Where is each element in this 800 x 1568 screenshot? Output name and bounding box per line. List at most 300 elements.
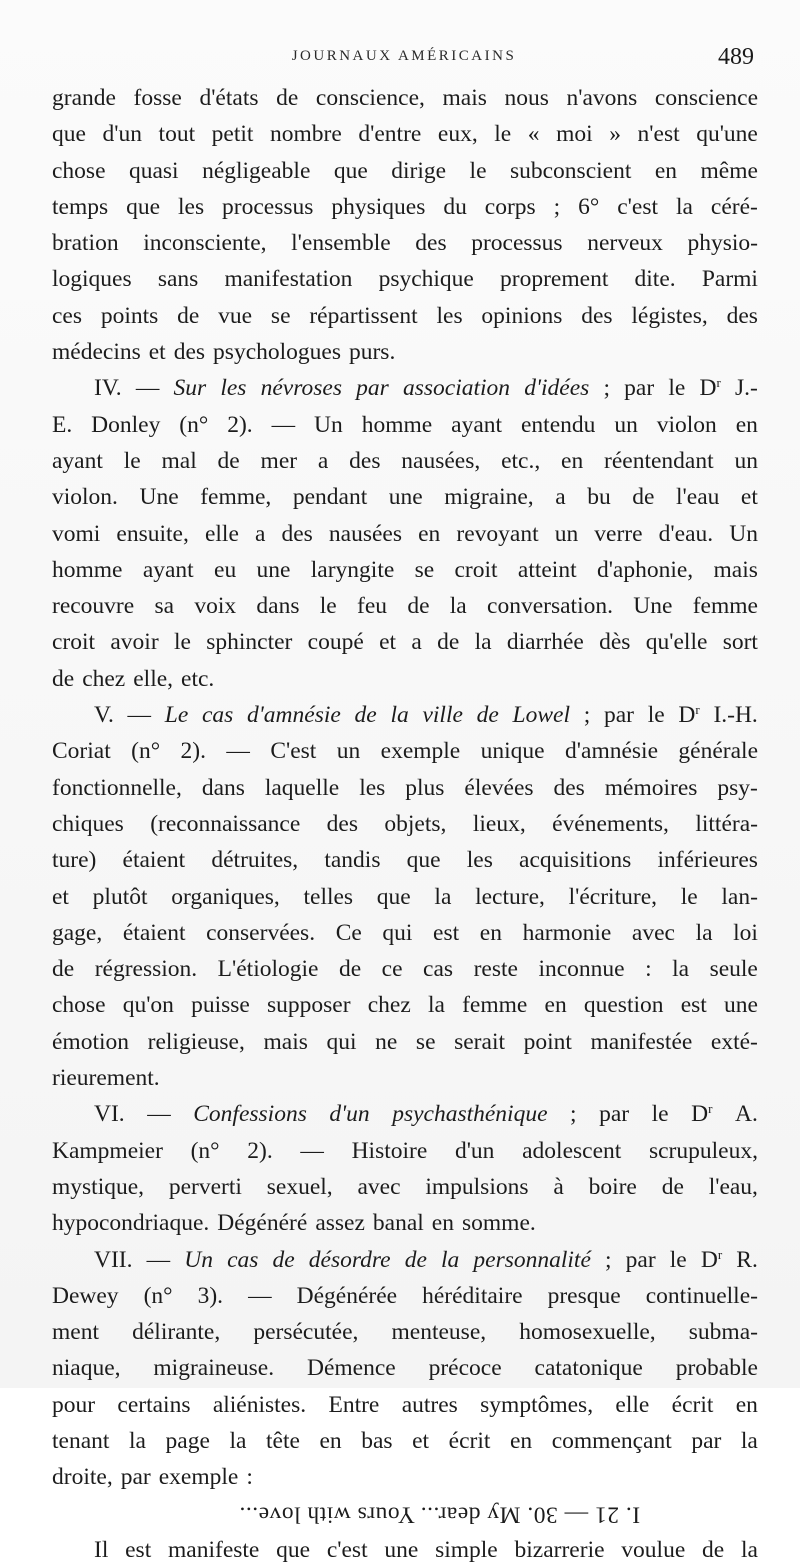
text-line: [52, 1423, 758, 1459]
word: par: [691, 1427, 722, 1454]
word: femme: [692, 593, 758, 620]
word: sa: [154, 593, 175, 620]
word: processus: [222, 193, 314, 220]
word: (n°: [190, 1137, 220, 1164]
word: loi: [733, 919, 758, 946]
word: même: [700, 157, 758, 184]
word: grande: [52, 85, 116, 111]
text-line: [52, 479, 758, 515]
word: continuelle-: [645, 1282, 758, 1309]
section-title-word: de: [476, 702, 499, 729]
word: niaque,: [52, 1355, 121, 1382]
word: violon: [656, 411, 717, 438]
word: médecins: [52, 339, 141, 366]
word: gage,: [52, 919, 103, 946]
word: (n°: [131, 738, 161, 765]
word: en: [431, 1210, 454, 1237]
section-title-word: la: [390, 702, 409, 729]
word: points: [100, 302, 159, 329]
word: purs.: [348, 339, 396, 366]
text-line: [52, 1496, 758, 1532]
word: vomi: [52, 520, 101, 547]
word: le: [173, 629, 191, 656]
word: en: [319, 1427, 342, 1454]
word: en: [509, 1427, 533, 1454]
word: est: [125, 1536, 152, 1563]
section-title-word: névroses: [260, 375, 342, 402]
word: recouvre: [52, 593, 135, 620]
word: atteint: [517, 556, 577, 583]
text-line: [52, 624, 758, 660]
word: un: [614, 411, 638, 438]
word: une: [256, 556, 291, 583]
word: mais: [442, 85, 487, 111]
word: autres: [401, 1391, 458, 1418]
word: que: [52, 121, 86, 148]
word: de: [702, 1536, 725, 1563]
word: —: [248, 1282, 272, 1309]
word: Coriat: [52, 738, 111, 765]
text-line: [52, 1024, 758, 1060]
word: :: [246, 1464, 253, 1491]
word: de: [632, 484, 655, 511]
word: inconnue: [538, 956, 625, 983]
word: Entre: [328, 1391, 380, 1418]
word: détruites,: [211, 847, 299, 874]
word: et: [379, 629, 397, 656]
section-title-word: Confessions: [193, 1101, 307, 1128]
word: mais: [713, 556, 758, 583]
section-title-word: de: [404, 1246, 427, 1273]
word: Une: [633, 593, 673, 620]
word: croit: [52, 629, 96, 656]
word: manifestée: [590, 1028, 693, 1055]
word: le: [319, 593, 337, 620]
word: d'amnésie: [565, 738, 659, 765]
word: elle: [615, 1391, 650, 1418]
text-line: [52, 1242, 758, 1278]
word: par: [120, 1464, 151, 1491]
word: objets,: [384, 810, 447, 837]
word: ;: [570, 1101, 577, 1128]
page-number: 489: [718, 44, 754, 70]
word: que: [406, 847, 441, 874]
word: homosexuelle,: [519, 1319, 656, 1346]
word: étaient: [122, 919, 186, 946]
text-line: [52, 951, 758, 987]
word: répartissent: [309, 302, 418, 329]
word: est: [433, 919, 460, 946]
section-title-word: cas: [227, 1246, 259, 1273]
word: par: [624, 375, 655, 402]
word: J.-: [734, 375, 758, 402]
word: sphincter: [206, 629, 293, 656]
section-title-word: psychasthénique: [392, 1101, 548, 1128]
section-title-word: par: [356, 375, 389, 402]
text-line: [52, 806, 758, 842]
text-line: [52, 116, 758, 152]
word: élevées: [464, 774, 534, 801]
word: subma-: [688, 1319, 758, 1346]
word: la: [695, 919, 713, 946]
word: émotion: [52, 1028, 130, 1055]
word: tenant: [52, 1427, 110, 1454]
word: le: [668, 375, 686, 402]
word: lan-: [721, 883, 758, 910]
word: VII.: [94, 1246, 133, 1273]
word: les: [177, 193, 205, 220]
word: R.: [736, 1246, 758, 1273]
word: mais: [263, 1028, 308, 1055]
text-line: [52, 1532, 758, 1568]
section-title-word: d'un: [329, 1101, 370, 1128]
word: de: [52, 956, 75, 983]
section-title-word: association: [402, 375, 511, 402]
text-line: [52, 1387, 758, 1423]
word: ture): [52, 847, 97, 874]
word: d'un: [102, 121, 142, 148]
text-line: [52, 770, 758, 806]
word: simple: [435, 1536, 498, 1563]
word: chez: [82, 665, 126, 692]
word: a: [555, 484, 566, 511]
word: (n°: [179, 411, 209, 438]
word: que: [126, 193, 161, 220]
word: dès: [599, 629, 631, 656]
word: rieurement.: [52, 1065, 160, 1092]
word: qui: [326, 1028, 357, 1055]
text-line: [52, 370, 758, 406]
word: laquelle: [264, 774, 340, 801]
word: un: [734, 447, 758, 474]
word: —: [135, 375, 160, 402]
word: bizarrerie: [514, 1536, 605, 1563]
word: régression.: [94, 956, 198, 983]
section-title-word: Le: [164, 702, 189, 729]
word: manifeste: [168, 1536, 260, 1563]
word: de: [407, 593, 430, 620]
word: 6°: [578, 193, 600, 220]
word: en: [479, 919, 502, 946]
word: page: [165, 1427, 210, 1454]
word: question: [583, 992, 664, 1019]
word: littéra-: [695, 810, 758, 837]
word: délirante,: [132, 1319, 221, 1346]
word: menteuse,: [391, 1319, 487, 1346]
word: homme: [361, 411, 433, 438]
word: en: [654, 157, 678, 184]
word: —: [226, 738, 250, 765]
text-line: [52, 1314, 758, 1350]
word: certains: [117, 1391, 191, 1418]
word: héréditaire: [422, 1282, 523, 1309]
word: elle: [204, 520, 239, 547]
word: l'ensemble: [291, 230, 391, 257]
word: des: [581, 302, 613, 329]
word: le: [494, 121, 512, 148]
word: nausées,: [401, 447, 481, 474]
word: conversation.: [487, 593, 613, 620]
word: se: [270, 302, 291, 329]
word: migraineuse.: [153, 1355, 275, 1382]
word: tout: [158, 121, 196, 148]
word: c'est: [617, 193, 659, 220]
word: quasi: [128, 157, 179, 184]
word: des: [326, 810, 358, 837]
word: somme.: [461, 1210, 536, 1237]
text-line: [52, 153, 758, 189]
word: A.: [735, 1101, 758, 1128]
word: le: [680, 883, 698, 910]
word: —: [147, 1101, 171, 1128]
text-line: [52, 225, 758, 261]
word: plus: [405, 774, 445, 801]
word: —: [127, 702, 152, 729]
text-line: [52, 443, 758, 479]
body-text: [52, 80, 758, 1568]
word: $D^r$: [678, 702, 700, 729]
word: voulue: [621, 1536, 686, 1563]
word: probable: [675, 1355, 758, 1382]
word: serait: [454, 1028, 505, 1055]
text-line: [52, 407, 758, 443]
text-line: [52, 552, 758, 588]
word: qu'on: [122, 992, 174, 1019]
word: de: [217, 447, 240, 474]
text-line: [52, 588, 758, 624]
word: générale: [678, 738, 758, 765]
word: «: [527, 121, 540, 148]
word: —: [300, 1137, 324, 1164]
word: moi: [556, 121, 593, 148]
word: ;: [603, 375, 610, 402]
word: sort: [722, 629, 758, 656]
text-line: [52, 1169, 758, 1205]
word: point: [523, 1028, 572, 1055]
word: 3).: [197, 1282, 224, 1309]
word: droite,: [52, 1464, 113, 1491]
word: nous: [504, 85, 549, 111]
word: de: [177, 302, 200, 329]
section-title-word: de: [272, 1246, 295, 1273]
word: bu: [587, 484, 611, 511]
word: catatonique: [534, 1355, 643, 1382]
word: se: [415, 1028, 436, 1055]
word: corps: [484, 193, 536, 220]
word: exté-: [710, 1028, 758, 1055]
word: ensuite,: [116, 520, 189, 547]
word: symptômes,: [480, 1391, 594, 1418]
word: dans: [201, 774, 245, 801]
word: et: [148, 339, 166, 366]
text-line: [52, 516, 758, 552]
word: la: [128, 1427, 146, 1454]
word: des: [281, 520, 313, 547]
word: opinions: [481, 302, 563, 329]
text-line: [52, 1459, 758, 1495]
word: se: [414, 556, 435, 583]
word: :: [645, 956, 652, 983]
word: elle,: [133, 665, 174, 692]
word: telles: [303, 883, 354, 910]
word: petit: [211, 121, 254, 148]
word: organiques,: [171, 883, 280, 910]
word: nombre: [270, 121, 342, 148]
word: avoir: [110, 629, 159, 656]
word: chiques: [52, 810, 124, 837]
word: temps: [52, 193, 109, 220]
word: la: [229, 1427, 247, 1454]
word: les: [466, 847, 493, 874]
word: pendant: [292, 484, 368, 511]
word: ce: [381, 956, 403, 983]
word: Un: [729, 520, 758, 547]
word: de: [52, 665, 75, 692]
inverted-writing-example: I. 21 — 30. My dear... Yours with love...: [239, 1500, 641, 1527]
word: des: [553, 774, 585, 801]
word: une: [723, 992, 758, 1019]
word: la: [434, 883, 452, 910]
word: ayant: [142, 556, 194, 583]
word: n'est: [637, 121, 680, 148]
word: les: [436, 302, 463, 329]
word: est: [680, 992, 707, 1019]
word: processus: [471, 230, 563, 257]
word: femme: [462, 992, 528, 1019]
text-line: [52, 1096, 758, 1132]
word: etc.,: [501, 447, 541, 474]
word: tandis: [324, 847, 381, 874]
word: le: [651, 1101, 669, 1128]
section-title-word: de: [354, 702, 377, 729]
word: verre: [594, 520, 643, 547]
text-line: [52, 879, 758, 915]
word: des: [173, 339, 206, 366]
word: hypocondriaque.: [52, 1210, 210, 1237]
word: en: [735, 1391, 758, 1418]
word: inconsciente,: [143, 230, 267, 257]
word: presque: [547, 1282, 621, 1309]
word: commençant: [551, 1427, 672, 1454]
word: cas: [423, 956, 454, 983]
word: harmonie: [522, 919, 612, 946]
word: $D^r$: [699, 375, 721, 402]
word: légistes,: [631, 302, 708, 329]
word: d'états: [199, 85, 259, 111]
word: psy-: [717, 774, 758, 801]
text-line: [52, 1350, 758, 1386]
word: psychique: [378, 266, 474, 293]
section-title-word: les: [220, 375, 247, 402]
section-title-word: d'amnésie: [247, 702, 341, 729]
word: »: [609, 121, 621, 148]
word: avec: [631, 919, 675, 946]
word: la: [427, 992, 445, 1019]
word: feu: [357, 593, 388, 620]
word: et: [412, 1427, 430, 1454]
word: IV.: [94, 375, 122, 402]
word: logiques: [52, 266, 132, 293]
text-line: [52, 987, 758, 1023]
word: la: [740, 1536, 758, 1563]
word: d'un: [454, 1137, 495, 1164]
word: en: [544, 992, 567, 1019]
word: chose: [52, 992, 106, 1019]
word: Parmi: [701, 266, 758, 293]
word: boire: [588, 1173, 637, 1200]
text-line: [52, 261, 758, 297]
word: précoce: [428, 1355, 502, 1382]
word: I.-H.: [713, 702, 758, 729]
word: réentendant: [604, 447, 714, 474]
text-line: [52, 334, 758, 370]
word: 2).: [227, 411, 253, 438]
word: que: [376, 883, 411, 910]
word: dans: [256, 593, 300, 620]
word: psychologues: [213, 339, 341, 366]
word: tête: [265, 1427, 300, 1454]
word: mystique,: [52, 1173, 145, 1200]
word: C'est: [270, 738, 317, 765]
word: qui: [382, 919, 413, 946]
word: voix: [194, 593, 237, 620]
word: laryngite: [310, 556, 395, 583]
word: (n°: [143, 1282, 173, 1309]
word: n'avons: [566, 85, 638, 111]
word: les: [359, 774, 386, 801]
text-line: [52, 298, 758, 334]
section-title-word: d'idées: [524, 375, 590, 402]
word: migraine,: [444, 484, 534, 511]
word: aliénistes.: [212, 1391, 307, 1418]
word: plutôt: [92, 883, 148, 910]
word: en: [418, 520, 441, 547]
word: etc.: [181, 665, 215, 692]
text-line: [52, 733, 758, 769]
word: des: [349, 447, 381, 474]
word: l'écriture,: [568, 883, 657, 910]
word: impulsions: [425, 1173, 529, 1200]
word: ;: [605, 1246, 612, 1273]
word: d'eau.: [658, 520, 714, 547]
word: vue: [218, 302, 253, 329]
page-header: [52, 44, 756, 74]
word: Il: [94, 1536, 109, 1563]
word: la: [474, 629, 492, 656]
word: conscience,: [315, 85, 425, 111]
word: unique: [480, 738, 545, 765]
word: exemple: [380, 738, 461, 765]
word: en: [561, 447, 584, 474]
word: lieux,: [472, 810, 526, 837]
word: acquisitions: [519, 847, 632, 874]
section-title-word: personnalité: [473, 1246, 591, 1273]
word: à: [553, 1173, 564, 1200]
word: —: [146, 1246, 171, 1273]
word: ment: [52, 1319, 99, 1346]
word: des: [726, 302, 758, 329]
word: diarrhée: [506, 629, 584, 656]
word: par: [603, 702, 634, 729]
word: et: [52, 883, 69, 910]
word: ces: [52, 302, 83, 329]
word: E.: [52, 411, 73, 438]
word: c'est: [326, 1536, 368, 1563]
word: manifestation: [224, 266, 353, 293]
section-title-word: Lowel: [512, 702, 570, 729]
word: d'aphonie,: [596, 556, 694, 583]
word: mal: [161, 447, 197, 474]
